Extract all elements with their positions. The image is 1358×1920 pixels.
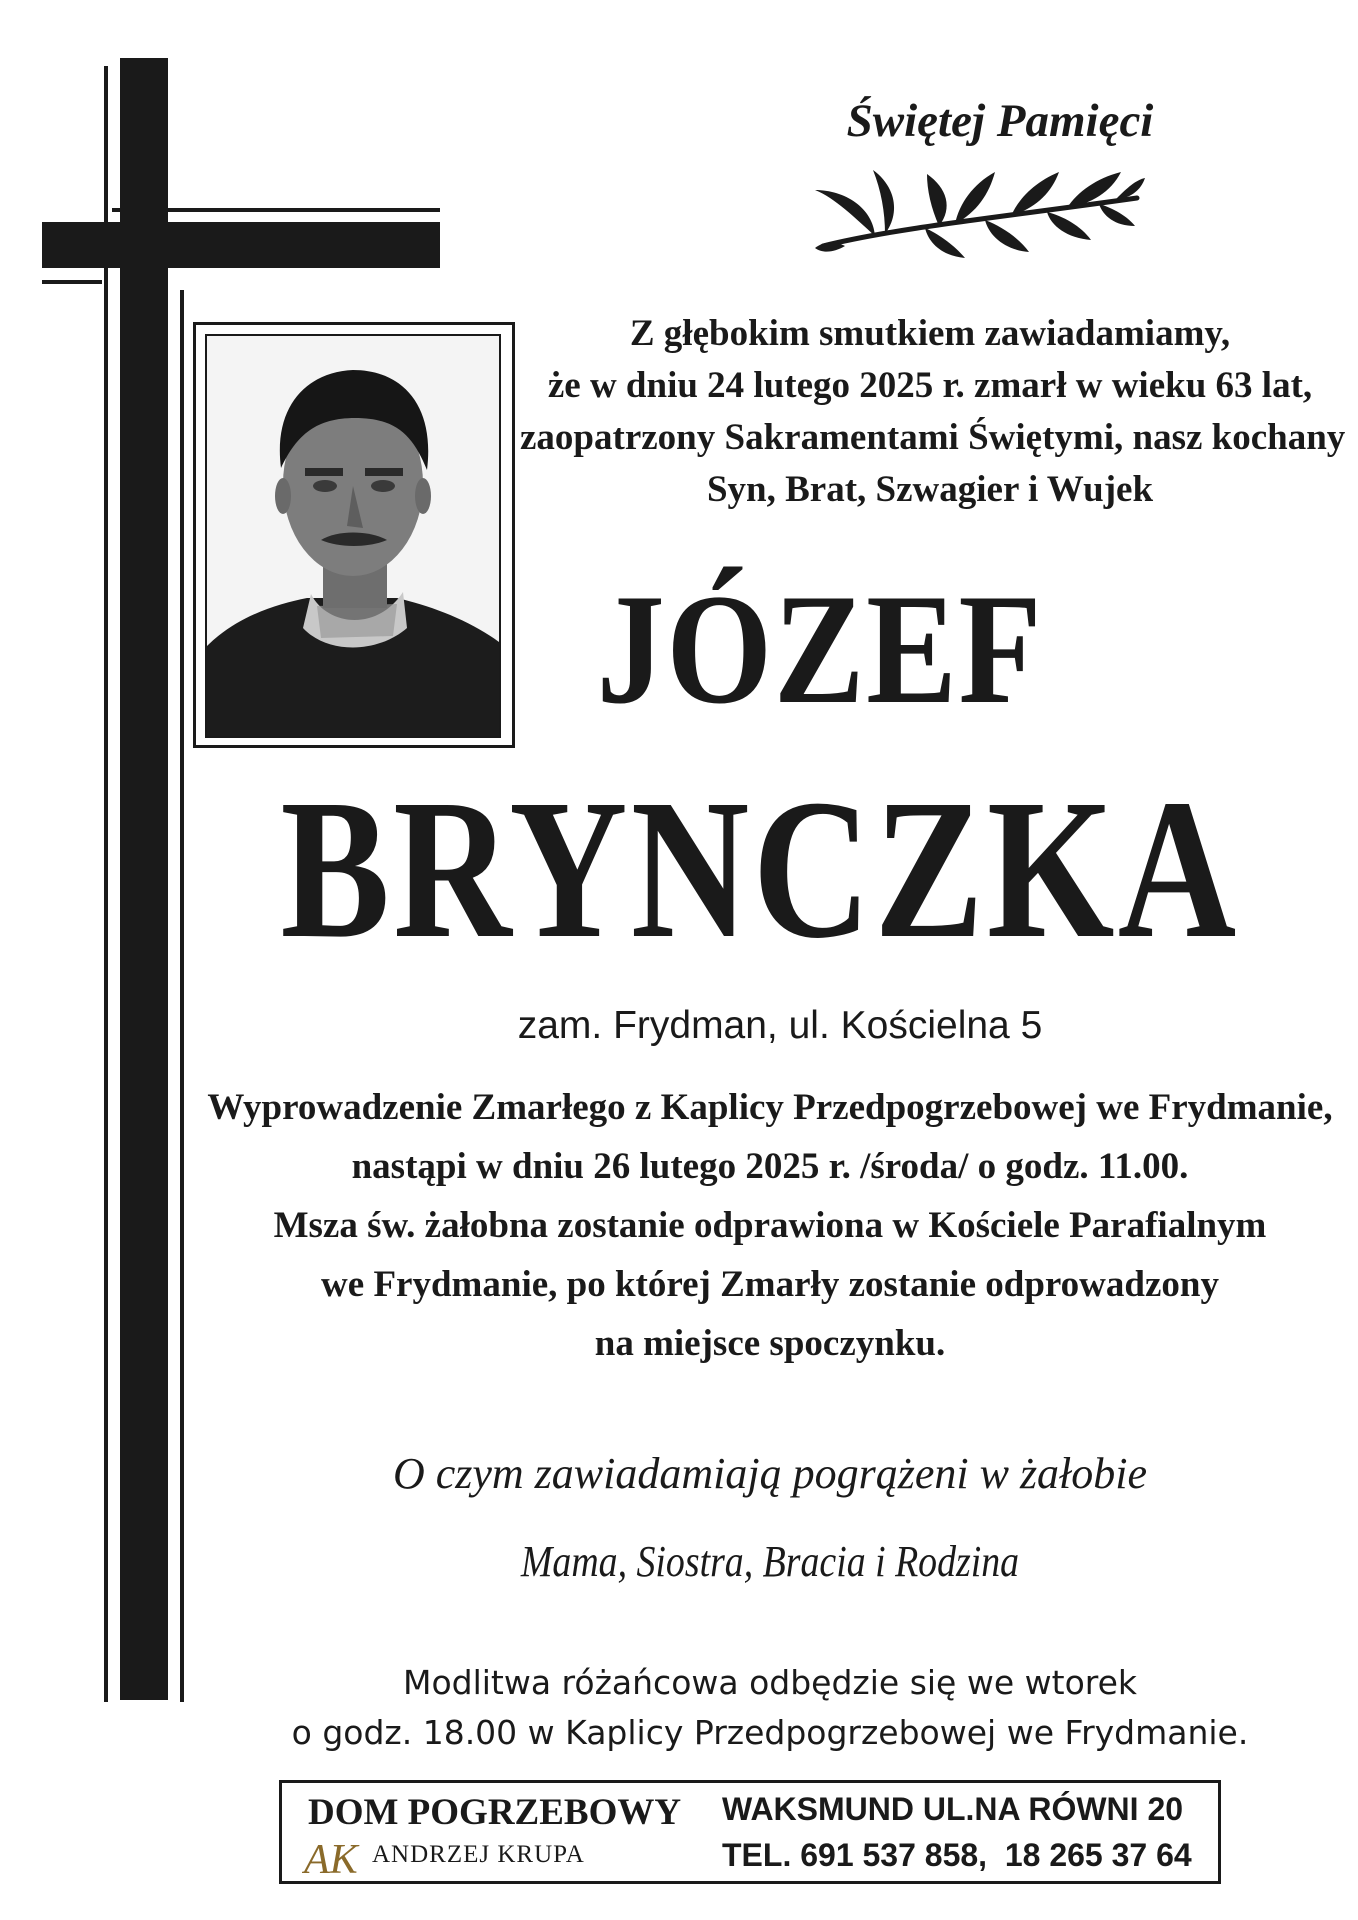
intro-line-1: Z głębokim smutkiem zawiadamiamy, xyxy=(629,313,1231,354)
ceremony-details xyxy=(190,1078,1350,1373)
cross-outline-top xyxy=(112,208,440,212)
ak-monogram-logo xyxy=(302,1833,368,1879)
ceremony-line-4: we Frydmanie, po której Zmarły zostanie odprowadzony xyxy=(321,1264,1219,1305)
mourners-names: Mama, Siostra, Bracia i Rodzina xyxy=(520,1537,1020,1586)
funeral-home-phone: TEL. 691 537 858, 18 265 37 64 xyxy=(722,1837,1192,1873)
intro-line-3: zaopatrzony Sakramentami Świętymi, nasz kochany xyxy=(520,417,1346,458)
funeral-home-name: DOM POGRZEBOWY xyxy=(308,1792,682,1833)
residence-address: zam. Frydman, ul. Kościelna 5 xyxy=(517,1004,1043,1047)
rosary-notice xyxy=(190,1658,1350,1758)
deceased-last-name: BRYNCZKA xyxy=(280,759,1240,980)
cross-outline-left xyxy=(104,66,108,1702)
funeral-home-box xyxy=(279,1780,1221,1884)
funeral-home-address: WAKSMUND UL.NA RÓWNI 20 xyxy=(722,1791,1184,1827)
ceremony-line-2: nastąpi w dniu 26 lutego 2025 r. /środa/ o godz. 11.00. xyxy=(351,1146,1189,1187)
funeral-home-owner: ANDRZEJ KRUPA xyxy=(372,1841,585,1868)
laurel-branch-icon xyxy=(815,168,1145,258)
photo-frame xyxy=(193,322,515,748)
portrait-photo xyxy=(205,334,501,738)
cross-horizontal-beam xyxy=(42,222,440,268)
intro-text xyxy=(520,308,1346,516)
deceased-first-name: JÓZEF xyxy=(596,562,1044,737)
svg-text:AK: AK xyxy=(304,1837,358,1879)
intro-line-4: Syn, Brat, Szwagier i Wujek xyxy=(706,469,1154,510)
cross-outline-bottom xyxy=(42,280,102,284)
intro-line-2: że w dniu 24 lutego 2025 r. zmarł w wieku 63 lat, xyxy=(547,365,1313,406)
ceremony-line-1: Wyprowadzenie Zmarłego z Kaplicy Przedpogrzebowej we Frydmanie, xyxy=(207,1087,1333,1128)
cross-outline-right xyxy=(180,290,184,1702)
mourners-intro: O czym zawiadamiają pogrążeni w żałobie xyxy=(392,1449,1148,1498)
ceremony-line-3: Msza św. żałobna zostanie odprawiona w Kościele Parafialnym xyxy=(273,1205,1267,1246)
ceremony-line-5: na miejsce spoczynku. xyxy=(594,1323,946,1364)
rosary-line-1: Modlitwa różańcowa odbędzie się we wtorek xyxy=(402,1663,1138,1702)
cross-vertical-beam xyxy=(120,58,168,1700)
header-title: Świętej Pamięci xyxy=(846,95,1154,147)
rosary-line-2: o godz. 18.00 w Kaplicy Przedpogrzebowej we Frydmanie. xyxy=(291,1713,1249,1752)
